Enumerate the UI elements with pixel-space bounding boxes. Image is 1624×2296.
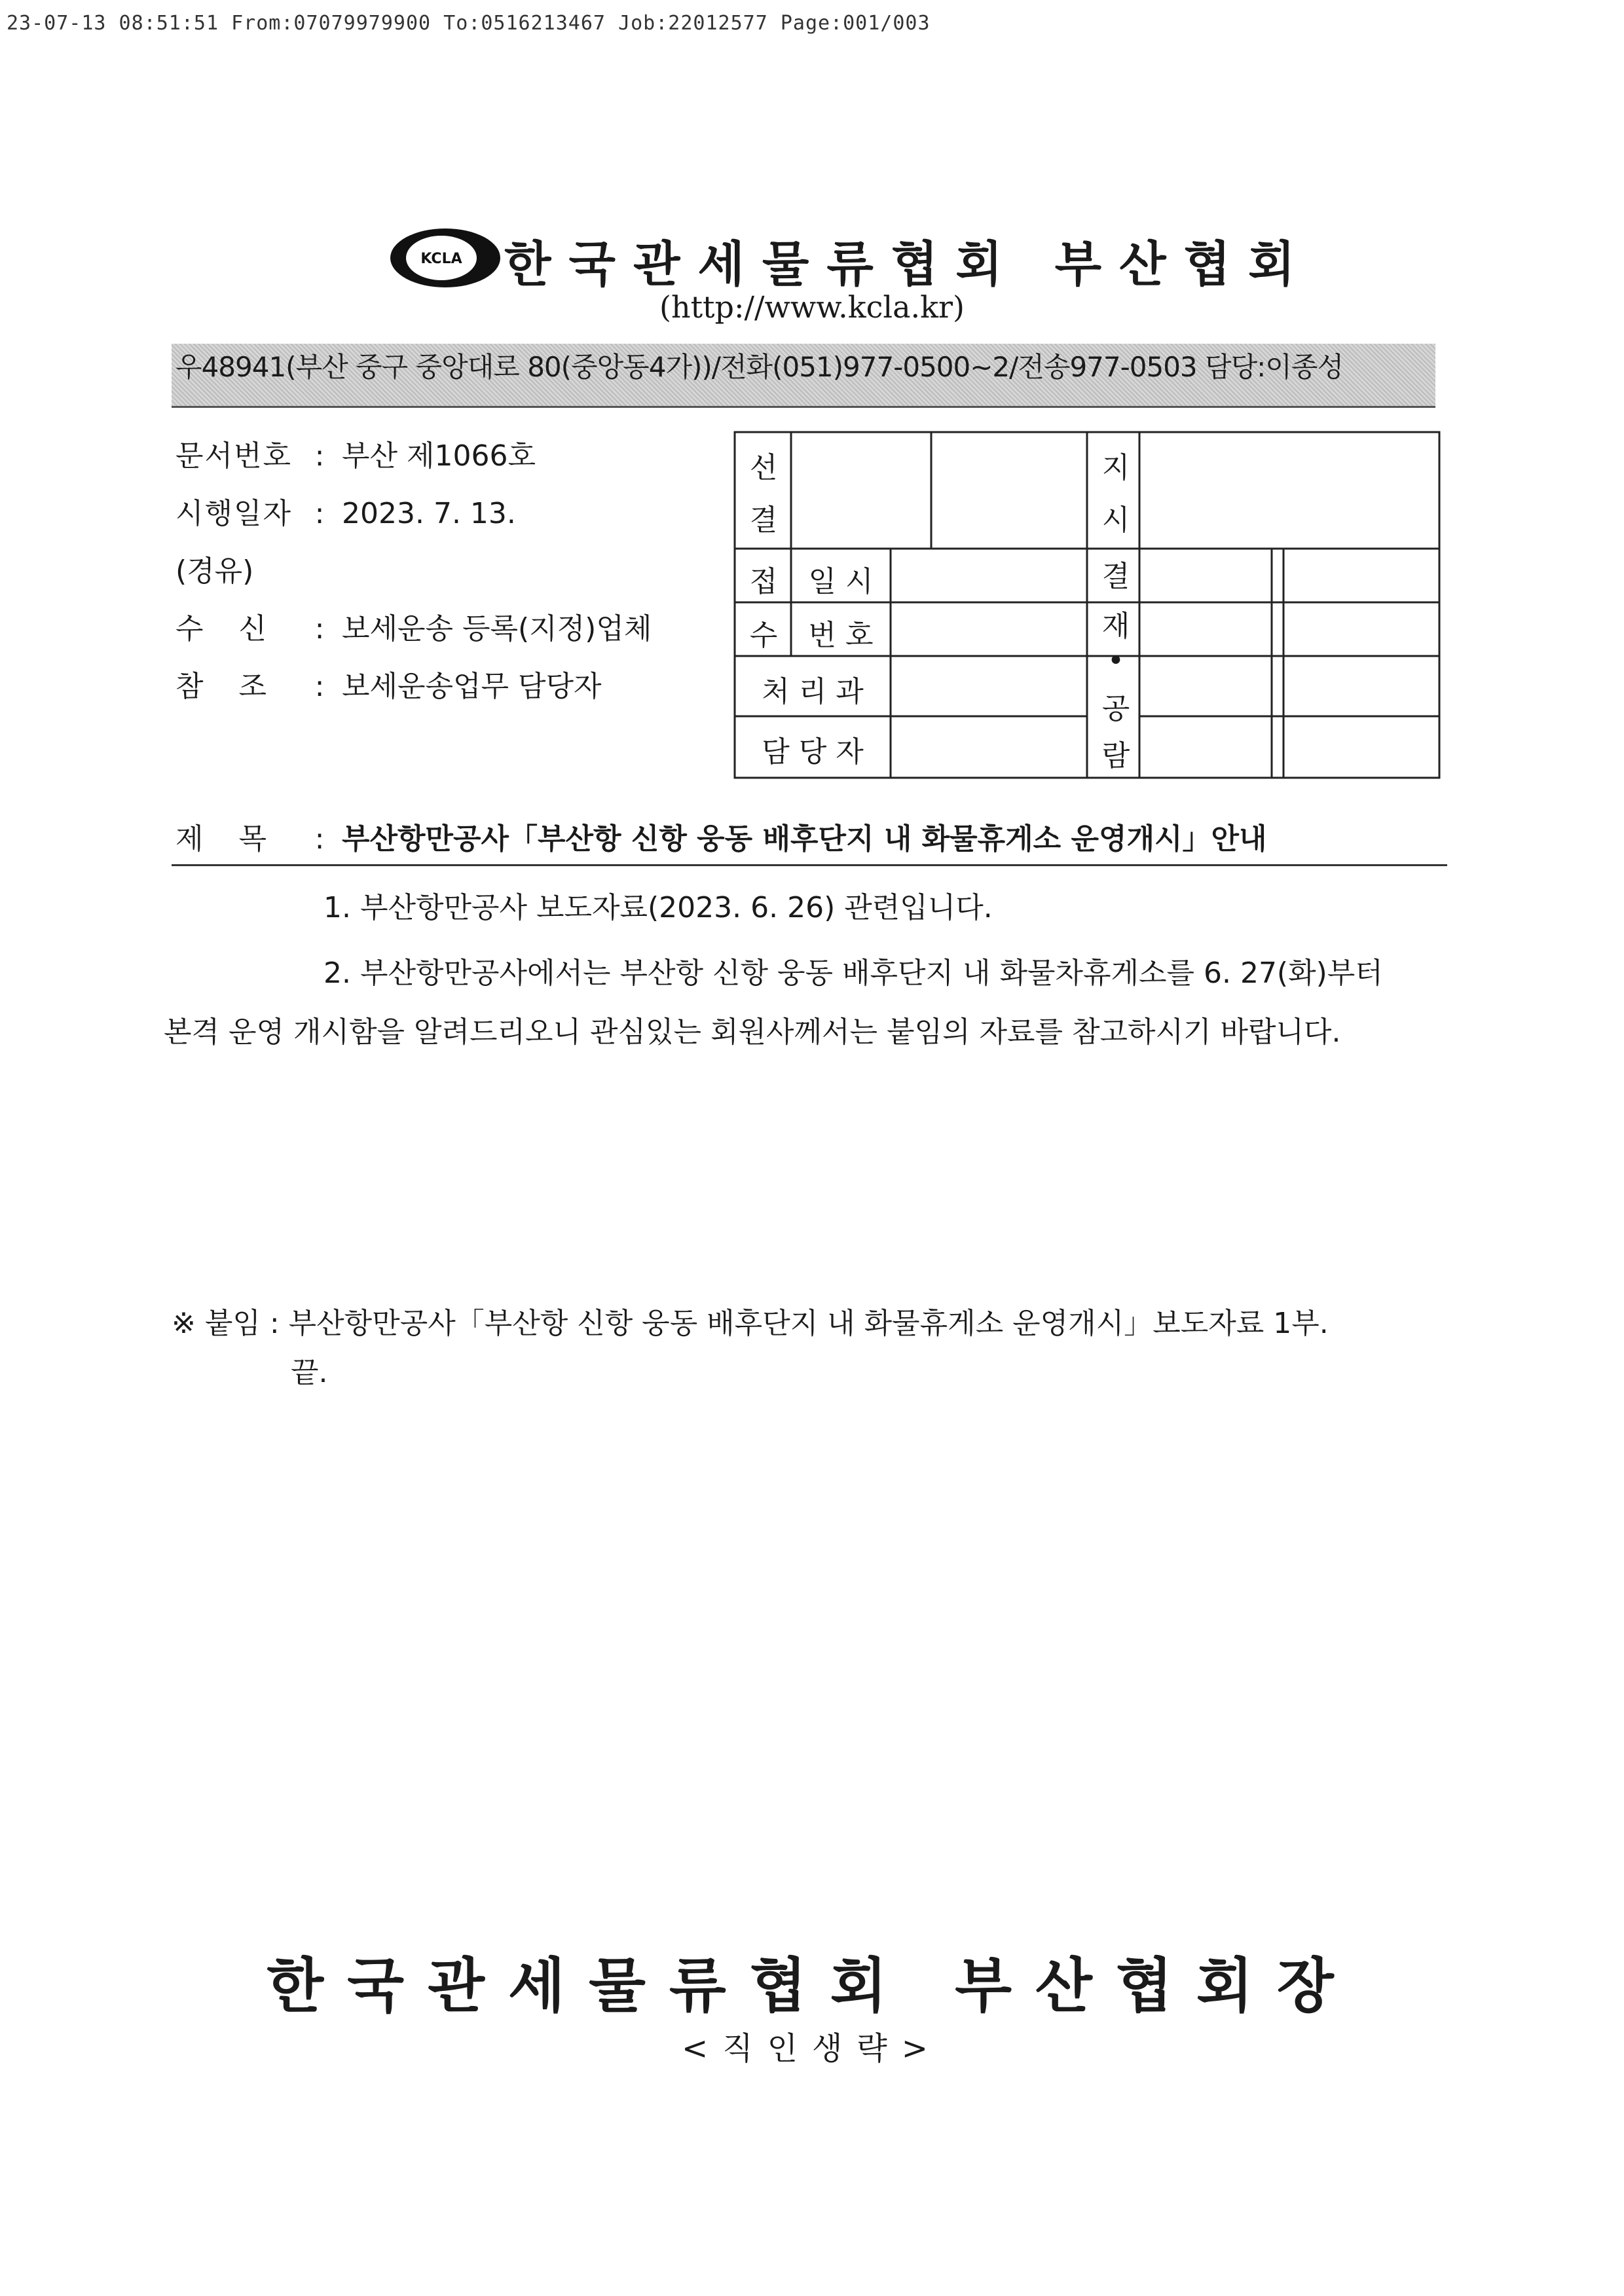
signature-note: <직인생략>: [682, 2030, 942, 2067]
body-paragraph-2-line-2: 본격 운영 개시함을 알려드리오니 관심있는 회원사께서는 붙임의 자료를 참고하시기 바랍니다.: [164, 1015, 1341, 1049]
approval-su: 수: [749, 619, 778, 652]
approval-sun: 선: [749, 451, 778, 484]
fax-header: 23-07-13 08:51:51 From:07079979900 To:0516213467 Job:22012577 Page:001/003: [7, 12, 931, 35]
colon: :: [314, 612, 325, 646]
recipient-value: 보세운송 등록(지정)업체: [342, 612, 652, 646]
body-paragraph-1: 1. 부산항만공사 보도자료(2023. 6. 26) 관련입니다.: [323, 891, 993, 924]
signature-name: 한국관세물류협회 부산협회장: [267, 1952, 1357, 2020]
date-line: [175, 490, 516, 532]
approval-manager-label: 담 당 자: [762, 735, 864, 769]
doc-number-label: 문서번호: [175, 439, 293, 473]
approval-gong: 공: [1101, 692, 1130, 725]
reference-value: 보세운송업무 담당자: [342, 670, 602, 703]
via-label: (경유): [175, 555, 254, 588]
approval-grid: [733, 431, 1441, 779]
kcla-logo-icon: [389, 226, 502, 290]
colon: :: [314, 670, 325, 703]
approval-dot: •: [1107, 644, 1124, 678]
logo-text: KCLA: [420, 251, 462, 267]
approval-jae: 재: [1101, 610, 1130, 643]
subject-label: 제목: [175, 822, 303, 856]
attachment-label: ※ 붙임 :: [172, 1307, 280, 1340]
approval-box: [733, 431, 1441, 779]
approval-ram: 람: [1101, 739, 1130, 773]
attachment-line: [172, 1300, 1329, 1341]
approval-dept-label: 처 리 과: [762, 675, 864, 708]
approval-gyeol2: 결: [1101, 560, 1130, 593]
recipient-label: 수신: [175, 612, 303, 646]
recipient-line: [175, 605, 652, 647]
subject-divider: [172, 864, 1447, 866]
date-value: 2023. 7. 13.: [342, 497, 516, 530]
approval-ji: 지: [1101, 451, 1130, 484]
colon: :: [314, 439, 325, 473]
colon: :: [314, 497, 325, 530]
subject-text: 부산항만공사「부산항 신항 웅동 배후단지 내 화물휴게소 운영개시」안내: [342, 822, 1267, 856]
approval-gyeol: 결: [749, 503, 778, 537]
subject-line: [175, 815, 1267, 857]
end-mark: 끝.: [291, 1356, 328, 1389]
approval-number-label: 번 호: [808, 619, 874, 652]
body-paragraph-2-line-1: 2. 부산항만공사에서는 부산항 신항 웅동 배후단지 내 화물차휴게소를 6. 27(화)부터: [323, 957, 1383, 990]
org-name: 한국관세물류협회 부산협회: [504, 236, 1313, 293]
approval-si: 시: [1101, 503, 1130, 537]
reference-line: [175, 663, 602, 704]
org-url: (http://www.kcla.kr): [659, 289, 965, 325]
doc-number-line: [175, 432, 536, 474]
date-label: 시행일자: [175, 497, 293, 530]
approval-date-label: 일 시: [808, 565, 874, 598]
via-line: [175, 547, 253, 589]
address-line: 우48941(부산 중구 중앙대로 80(중앙동4가))/전화(051)977-0500~2/전송977-0503 담당:이종성: [175, 351, 1344, 383]
reference-label: 참조: [175, 670, 303, 703]
approval-jeop: 접: [749, 565, 778, 598]
colon: :: [314, 822, 325, 856]
doc-number-value: 부산 제1066호: [342, 439, 536, 473]
attachment-text: 부산항만공사「부산항 신항 웅동 배후단지 내 화물휴게소 운영개시」보도자료 1부.: [288, 1307, 1329, 1340]
